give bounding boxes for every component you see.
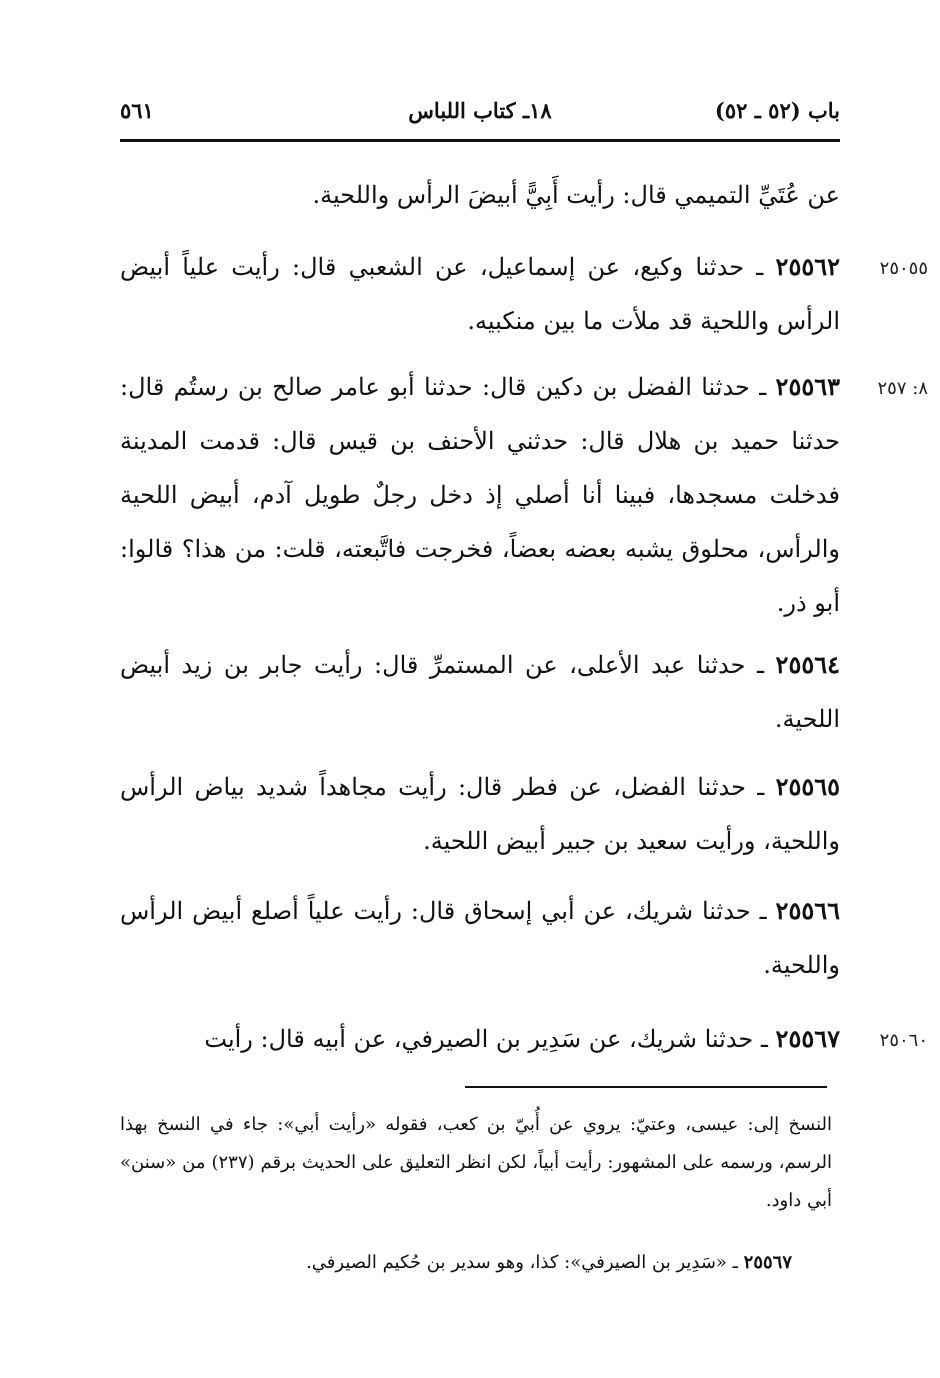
hadith-text: ـ حدثنا وكيع، عن إسماعيل، عن الشعبي قال: رأيت علياً أبيض الرأس واللحية قد ملأت ما بين منكبيه. [120,253,840,335]
hadith-number: ٢٥٥٦٤ [775,650,840,679]
footnote-divider [465,1086,827,1088]
chapter-heading: باب (٥٢ ـ ٥٢) [714,98,840,123]
hadith-number: ٢٥٥٦٧ [775,1024,840,1053]
hadith-text: ـ حدثنا الفضل بن دكين قال: حدثنا أبو عامر صالح بن رستُم قال: حدثنا حميد بن هلال قال: حدثني الأحنف بن قيس قال: قدمت المدينة فدخلت مسجدها، فبينا أنا أصلي إذ دخل رجلٌ طويل آدم، أبيض اللحية والرأس، محلوق يشبه بعضه بعضاً، فخرجت فاتَّبعته، قلت: من هذا؟ قالوا: أبو ذر. [120,373,840,617]
footnote-number: ٢٥٥٦٧ [743,1252,792,1273]
margin-reference: ٢٥٠٦٠ [879,1030,928,1051]
hadith-25563 [120,360,840,630]
hadith-number: ٢٥٥٦٢ [775,252,840,281]
running-head [120,92,840,136]
hadith-25565 [120,760,840,868]
margin-reference: ٨: ٢٥٧ [877,378,928,399]
hadith-25564 [120,638,840,746]
hadith-25562 [120,240,840,348]
page-number: ٥٦١ [120,98,154,123]
hadith-number: ٢٥٥٦٥ [775,772,841,801]
paragraph-text: عن عُتَيِّ التميمي قال: رأيت أَبِيًّ أبيضَ الرأس واللحية. [312,181,840,209]
book-title: ١٨ـ كتاب اللباس [408,98,552,123]
hadith-25566 [120,884,840,992]
hadith-text: ـ حدثنا شريك، عن أبي إسحاق قال: رأيت علياً أصلع أبيض الرأس واللحية. [120,897,840,979]
footnote-text: ـ «سَدِير بن الصيرفي»: كذا، وهو سدير بن حُكيم الصيرفي. [306,1252,744,1273]
hadith-text: ـ حدثنا الفضل، عن فطر قال: رأيت مجاهداً شديد بياض الرأس واللحية، ورأيت سعيد بن جبير أبيض اللحية. [120,773,840,855]
hadith-number: ٢٥٥٦٣ [775,372,840,401]
hadith-text: ـ حدثنا شريك، عن سَدِير بن الصيرفي، عن أبيه قال: رأيت [204,1025,776,1053]
footnote-1: النسخ إلى: عيسى، وعتيّ: يروي عن أُبيّ بن كعب، فقوله «رأيت أبي»: جاء في النسخ بهذا الرسم، ورسمه على المشهور: رأيت أبياً، لكن انظر التعليق على الحديث برقم (٢٣٧) من «سنن» أبي داود. [120,1114,832,1211]
hadith-25567 [120,1012,840,1066]
footnote-2 [120,1244,792,1282]
header-divider [120,139,840,142]
margin-reference: ٢٥٠٥٥ [879,258,928,279]
hadith-text: ـ حدثنا عبد الأعلى، عن المستمرِّ قال: رأيت جابر بن زيد أبيض اللحية. [120,651,840,733]
paragraph-0 [120,168,840,222]
hadith-number: ٢٥٥٦٦ [775,896,840,925]
